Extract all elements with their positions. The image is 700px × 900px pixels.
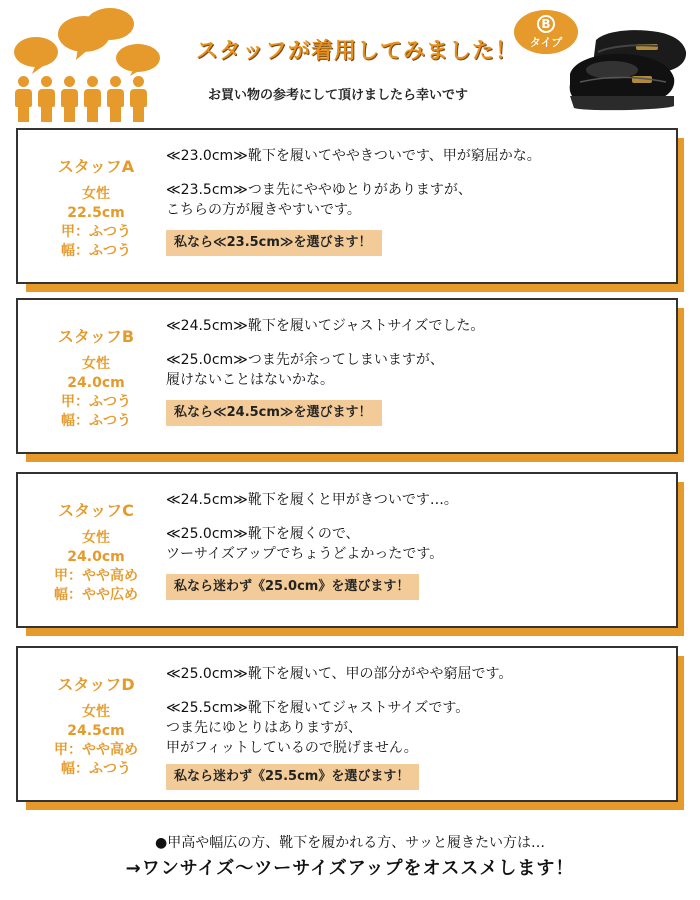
staff-instep: 甲：ふつう <box>61 394 131 410</box>
staff-people-icon <box>14 76 150 122</box>
staff-info <box>32 498 160 605</box>
staff-name: スタッフD <box>57 675 135 694</box>
staff-name: スタッフC <box>58 501 134 520</box>
staff-comments <box>166 146 666 256</box>
speech-bubbles-icon <box>10 4 170 76</box>
type-badge-letter: B <box>537 15 555 33</box>
staff-name: スタッフA <box>57 157 135 176</box>
comment-line: ≪25.0cm≫靴下を履くので、 <box>166 526 360 542</box>
staff-size: 24.0cm <box>67 375 125 391</box>
staff-instep: 甲：ふつう <box>61 224 131 240</box>
comment-line: 履けないことはないかな。 <box>166 372 334 388</box>
footer-note: ●甲高や幅広の方、靴下を履かれる方、サッと履きたい方は… <box>155 835 545 851</box>
staff-size: 24.0cm <box>67 549 125 565</box>
comment-line: ≪23.0cm≫靴下を履いてややきついです、甲が窮屈かな。 <box>166 148 541 164</box>
staff-comments <box>166 316 666 426</box>
staff-info <box>32 324 160 431</box>
staff-instep: 甲：やや高め <box>54 742 138 758</box>
staff-comments <box>166 490 666 600</box>
verdict-badge: 私なら≪23.5cm≫を選びます！ <box>166 230 382 256</box>
comment-line: ≪25.0cm≫靴下を履いて、甲の部分がやや窮屈です。 <box>166 666 513 682</box>
staff-instep: 甲：やや高め <box>54 568 138 584</box>
staff-width: 幅：ふつう <box>61 413 131 429</box>
page-subtitle: お買い物の参考にして頂けましたら幸いです <box>208 88 469 103</box>
loafer-shoes-image <box>566 22 690 114</box>
verdict-badge: 私なら迷わず《25.0cm》を選びます！ <box>166 574 419 600</box>
staff-card-b <box>16 298 678 454</box>
comment-line: つま先にゆとりはありますが、 <box>166 720 362 736</box>
staff-size: 24.5cm <box>67 723 125 739</box>
staff-size: 22.5cm <box>67 205 125 221</box>
verdict-badge: 私なら迷わず《25.5cm》を選びます！ <box>166 764 419 790</box>
staff-name: スタッフB <box>57 327 135 346</box>
page-title: スタッフが着用してみました！ <box>196 39 519 64</box>
comment-line: ≪24.5cm≫靴下を履くと甲がきついです…。 <box>166 492 458 508</box>
staff-comments <box>166 664 666 790</box>
staff-width: 幅：ふつう <box>61 243 131 259</box>
comment-line: ツーサイズアップでちょうどよかったです。 <box>166 546 444 562</box>
comment-line: 甲がフィットしているので脱げません。 <box>166 740 418 756</box>
staff-gender: 女性 <box>82 356 110 372</box>
comment-line: ≪24.5cm≫靴下を履いてジャストサイズでした。 <box>166 318 485 334</box>
staff-width: 幅：ふつう <box>61 761 131 777</box>
staff-gender: 女性 <box>82 704 110 720</box>
footer-recommendation: →ワンサイズ～ツーサイズアップをオススメします！ <box>125 858 575 879</box>
comment-line: こちらの方が履きやすいです。 <box>166 202 361 218</box>
verdict-badge: 私なら≪24.5cm≫を選びます！ <box>166 400 382 426</box>
staff-info <box>32 154 160 261</box>
staff-card-a <box>16 128 678 284</box>
staff-gender: 女性 <box>82 186 110 202</box>
staff-info <box>32 672 160 779</box>
comment-line: ≪25.0cm≫つま先が余ってしまいますが、 <box>166 352 444 368</box>
header <box>0 0 700 122</box>
staff-card-d <box>16 646 678 802</box>
staff-gender: 女性 <box>82 530 110 546</box>
comment-line: ≪23.5cm≫つま先にややゆとりがありますが、 <box>166 182 472 198</box>
staff-width: 幅：やや広め <box>54 587 138 603</box>
type-badge-label: タイプ <box>529 36 563 49</box>
staff-card-c <box>16 472 678 628</box>
comment-line: ≪25.5cm≫靴下を履いてジャストサイズです。 <box>166 700 470 716</box>
